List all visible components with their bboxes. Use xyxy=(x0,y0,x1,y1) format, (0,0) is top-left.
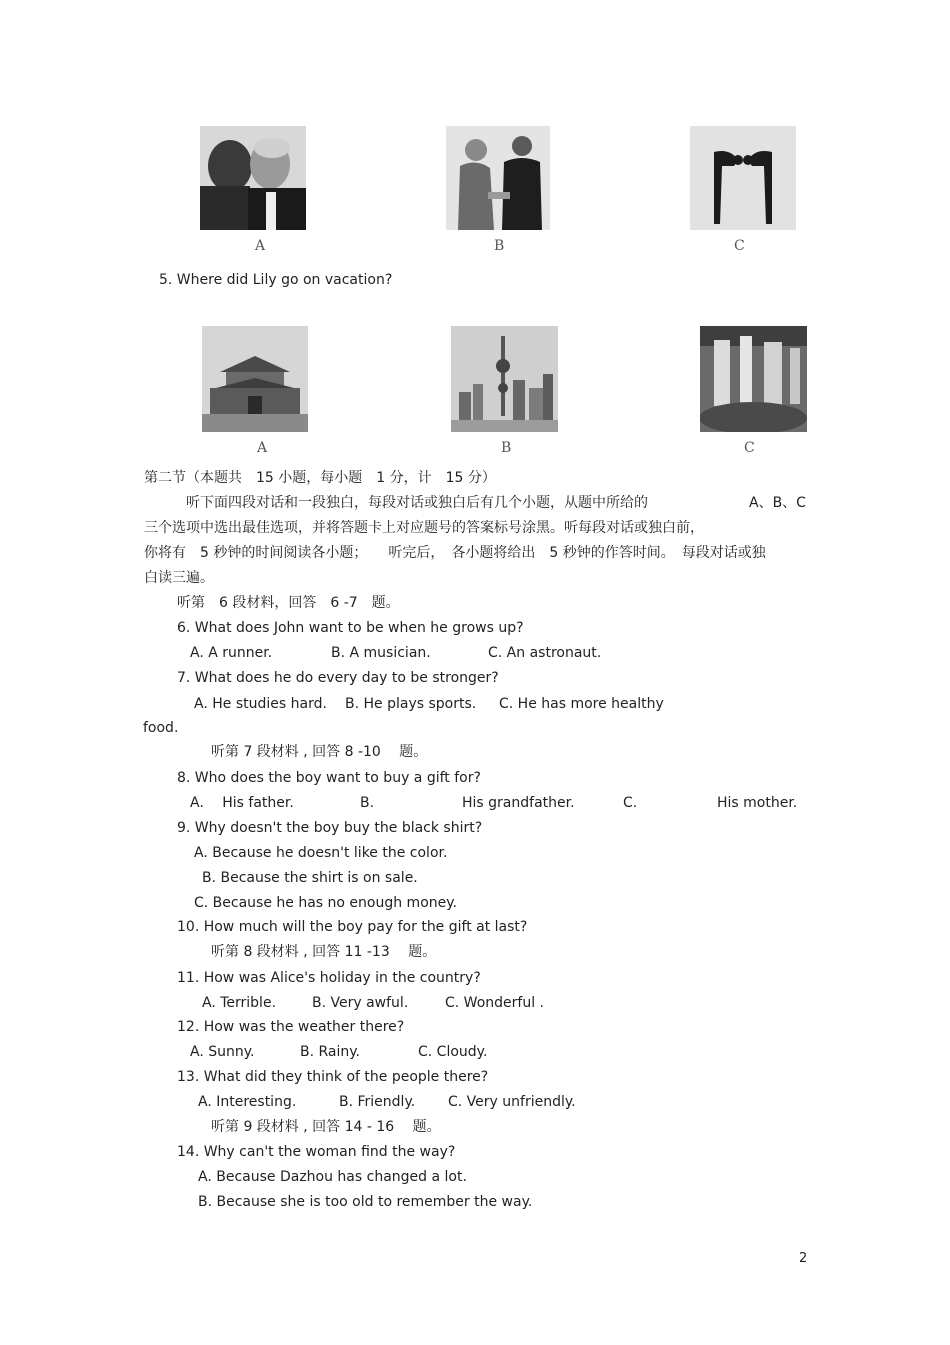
section2-instruction-line3: 你将有 5 秒钟的时间阅读各小题； 听完后， 各小题将给出 5 秒钟的作答时间。 每段对话或独 xyxy=(144,545,766,561)
waterfall-photo xyxy=(700,326,807,432)
q8-option-b: His grandfather. xyxy=(462,795,575,811)
page-number: 2 xyxy=(799,1251,808,1266)
q10-question: 10. How much will the boy pay for the gift at last? xyxy=(177,919,528,935)
q8-option-c-letter: C. xyxy=(623,795,638,811)
q9-option-c: C. Because he has no enough money. xyxy=(194,895,457,911)
tiananmen-photo xyxy=(202,326,308,432)
row2-caption-b: B xyxy=(501,440,512,456)
q6-option-b: B. A musician. xyxy=(331,645,431,661)
q14-question: 14. Why can't the woman find the way? xyxy=(177,1144,456,1160)
q11-option-c: C. Wonderful . xyxy=(445,995,544,1011)
section2-instruction-line4: 白读三遍。 xyxy=(144,570,214,586)
q13-option-b: B. Friendly. xyxy=(339,1094,416,1110)
q6-option-c: C. An astronaut. xyxy=(488,645,602,661)
q11-question: 11. How was Alice's holiday in the country? xyxy=(177,970,481,986)
q14-option-a: A. Because Dazhou has changed a lot. xyxy=(198,1169,467,1185)
q6-question: 6. What does John want to be when he grows up? xyxy=(177,620,524,636)
q11-option-b: B. Very awful. xyxy=(312,995,409,1011)
q8-option-c: His mother. xyxy=(717,795,798,811)
handshake-photo xyxy=(446,126,550,230)
q9-option-b: B. Because the shirt is on sale. xyxy=(202,870,418,886)
section2-instruction-line2: 三个选项中选出最佳选项，并将答题卡上对应题号的答案标号涂黑。听每段对话或独白前， xyxy=(144,520,704,536)
row2-caption-a: A xyxy=(257,440,268,456)
q9-question: 9. Why doesn't the boy buy the black shirt? xyxy=(177,820,483,836)
q12-option-c: C. Cloudy. xyxy=(418,1044,488,1060)
q14-option-b: B. Because she is too old to remember the way. xyxy=(198,1194,533,1210)
q8-option-b-letter: B. xyxy=(360,795,375,811)
material7-label: 听第 7 段材料 , 回答 8 -10 题。 xyxy=(211,744,428,760)
q11-option-a: A. Terrible. xyxy=(202,995,277,1011)
q8-question: 8. Who does the boy want to buy a gift for? xyxy=(177,770,481,786)
q5-question: 5. Where did Lily go on vacation? xyxy=(159,272,393,288)
bowing-photo xyxy=(690,126,796,230)
section2-instruction-line1: 听下面四段对话和一段独白，每段对话或独白后有几个小题，从题中所给的 xyxy=(186,495,648,511)
q7-question: 7. What does he do every day to be stronger? xyxy=(177,670,499,686)
section2-instruction-options: A、B、C xyxy=(749,495,806,511)
material9-label: 听第 9 段材料 , 回答 14 - 16 题。 xyxy=(211,1119,441,1135)
row2-caption-c: C xyxy=(744,440,755,456)
row1-caption-c: C xyxy=(734,238,745,254)
q13-question: 13. What did they think of the people there? xyxy=(177,1069,489,1085)
q7-option-c: C. He has more healthy xyxy=(499,696,664,712)
material8-label: 听第 8 段材料 , 回答 11 -13 题。 xyxy=(211,944,437,960)
q8-option-a: A. His father. xyxy=(190,795,294,811)
q13-option-a: A. Interesting. xyxy=(198,1094,297,1110)
cheek-kiss-photo xyxy=(200,126,306,230)
q12-option-a: A. Sunny. xyxy=(190,1044,255,1060)
material6-label: 听第 6 段材料，回答 6 -7 题。 xyxy=(177,595,400,611)
shanghai-skyline-photo xyxy=(451,326,558,432)
row1-caption-a: A xyxy=(255,238,266,254)
q12-question: 12. How was the weather there? xyxy=(177,1019,405,1035)
q7-option-c-continued: food. xyxy=(143,720,179,736)
row1-caption-b: B xyxy=(494,238,505,254)
q7-option-b: B. He plays sports. xyxy=(345,696,477,712)
q12-option-b: B. Rainy. xyxy=(300,1044,361,1060)
section2-heading: 第二节（本题共 15 小题，每小题 1 分，计 15 分） xyxy=(144,470,496,486)
q9-option-a: A. Because he doesn't like the color. xyxy=(194,845,448,861)
q7-option-a: A. He studies hard. xyxy=(194,696,327,712)
q13-option-c: C. Very unfriendly. xyxy=(448,1094,576,1110)
q6-option-a: A. A runner. xyxy=(190,645,273,661)
